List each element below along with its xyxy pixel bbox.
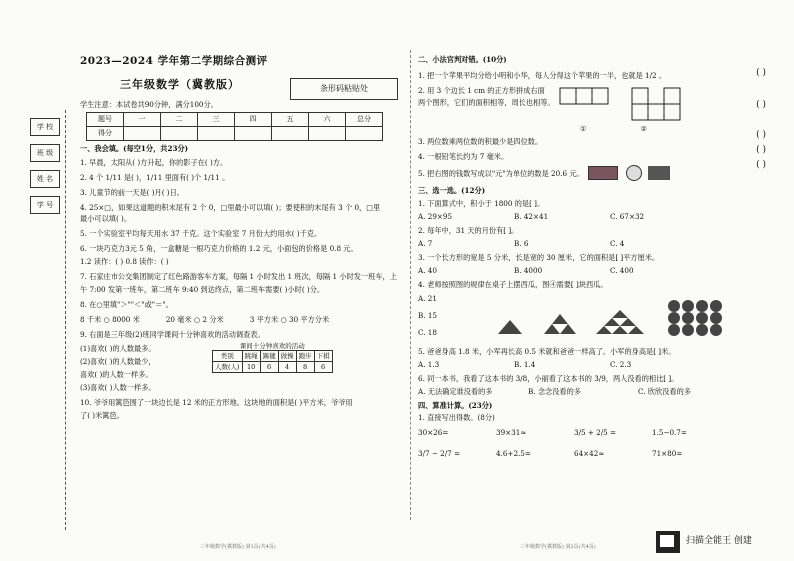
s3-q4-body xyxy=(418,292,753,342)
exam-subject: 三年级数学（冀教版） xyxy=(120,78,240,92)
footer-mid: 三年级数学(冀教版) 第2页(共4页) xyxy=(520,544,596,550)
option: A. 无法确定谁没看的多 xyxy=(418,387,493,396)
score-header-cell: 四 xyxy=(235,112,272,126)
option: A. 40 xyxy=(418,266,437,275)
s1-q7: 7. 石家庄市公交集团制定了红色路游客车方案，每隔 1 小时发出 1 班次，每隔 1 小时发一班车，上 xyxy=(80,271,397,281)
option: B. 42×41 xyxy=(514,212,549,221)
calc-item: 3/7 − 2/7 = xyxy=(418,449,461,458)
option: C. 欣欣没看的多 xyxy=(638,387,691,396)
s1-q9: 9. 右面是三年级(2)班同学课间十分钟喜欢的活动调查表。 xyxy=(80,329,265,339)
s1-q6: 6. 一块巧克力3元 5 角，一盒糖是一根巧克力价格的 1.2 元，小面包的价格是 0.8 元。 xyxy=(80,243,358,253)
section3-heading: 三、选一选。(12分) xyxy=(418,186,486,195)
figure-label-1: ① xyxy=(580,124,587,133)
option: B. 1.4 xyxy=(514,360,536,369)
watermark-text: 扫描全能王 创建 xyxy=(686,536,752,547)
act-header: 下棋 xyxy=(314,351,332,362)
s3-q3: 3. 一个长方形的宽是 5 分米，长是宽的 30 厘米，它的面积是[ ]平方厘米。 xyxy=(418,253,660,262)
s3-q1: 1. 下面算式中，积小于 1800 的是[ ]。 xyxy=(418,199,545,208)
left-column xyxy=(80,55,405,420)
s1-q5: 5. 一个实验室平均每天用水 37 千克。这个实验室 7 月份大约用水( )千克。 xyxy=(80,228,322,238)
s2-q5: 5. 把右图的钱数写成以"元"为单位的数是 20.6 元。 xyxy=(418,168,584,178)
option: C. 4 xyxy=(610,239,625,248)
q9-line: (2)喜欢( )的人数最少， xyxy=(80,356,156,366)
compare-item: 8 千米 ○ 8000 米 xyxy=(80,314,140,324)
score-header-cell: 三 xyxy=(198,112,235,126)
scanner-watermark xyxy=(656,527,794,557)
s2-q5-row xyxy=(418,165,753,181)
answer-bracket[interactable]: ( ) xyxy=(756,68,766,78)
s1-q9-lines xyxy=(80,342,212,392)
right-column xyxy=(418,52,753,458)
option: B. 念念没看的多 xyxy=(528,387,581,396)
score-table xyxy=(86,112,383,141)
page-divider xyxy=(410,50,411,520)
s2-q1: 1. 把一个苹果平均分给小明和小华，每人分得这个苹果的一半，也就是 1/2 。 xyxy=(418,71,667,80)
s2-q3: 3. 两位数乘两位数的积最少是四位数。 xyxy=(418,137,543,146)
score-header-cell: 二 xyxy=(161,112,198,126)
act-header: 类别 xyxy=(213,351,243,362)
s3-q4-opts xyxy=(418,292,478,342)
s3-q5: 5. 爸爸身高 1.8 米，小军再长高 0.5 米就和爸爸一样高了。小军的身高是[ ]米。 xyxy=(418,347,676,356)
act-cell: 6 xyxy=(314,362,332,373)
footer-left: 三年级数学(冀教版) 第1页(共4页) xyxy=(200,544,276,550)
name-label: 姓 名 xyxy=(30,170,60,188)
s2-q4: 4. 一根铅笔长约为 7 毫米。 xyxy=(418,152,509,161)
s1-q4: 4. 25×□，如果这道题的积末尾有 2 个 0，□里最小可以填( )；要使积的末尾有 3 个 0，□里 xyxy=(80,202,381,212)
activity-table xyxy=(212,350,333,373)
score-cell[interactable] xyxy=(198,126,235,140)
score-header-cell: 总分 xyxy=(346,112,383,126)
s1-q8-items xyxy=(80,315,405,324)
score-cell[interactable] xyxy=(161,126,198,140)
answer-bracket[interactable]: ( ) xyxy=(756,145,766,155)
coin-icon xyxy=(626,165,642,181)
coin-note-icon xyxy=(648,166,670,180)
calc-item: 64×42≈ xyxy=(574,449,605,458)
s2-q2: 2. 用 3 个边长 1 cm 的正方形拼成右面 xyxy=(418,86,545,95)
binding-strip xyxy=(22,110,66,530)
calc-item: 3/5 + 2/5 = xyxy=(574,428,617,437)
act-cell: 8 xyxy=(296,362,314,373)
scanner-logo-icon xyxy=(656,531,680,553)
compare-item: 3 平方米 ○ 30 平方分米 xyxy=(249,314,330,324)
option: A. 21 xyxy=(418,294,437,303)
score-header-cell: 五 xyxy=(272,112,309,126)
s3-q6-opts xyxy=(418,387,753,396)
option: B. 4000 xyxy=(514,266,543,275)
option: A. 7 xyxy=(418,239,433,248)
s3-q2: 2. 每年中，31 天的月份有[ ]。 xyxy=(418,226,519,235)
s3-q4: 4. 老师按照图的规律在桌子上摆西瓜，图④需要[ ]块西瓜。 xyxy=(418,280,608,289)
option: C. 67×32 xyxy=(610,212,645,221)
option: A. 1.3 xyxy=(418,360,440,369)
s1-q8: 8. 在○里填"＞""＜"或"＝"。 xyxy=(80,299,173,309)
compare-item: 20 毫米 ○ 2 分米 xyxy=(165,314,224,324)
barcode-area: 条形码粘贴处 xyxy=(290,78,398,100)
s1-q4b: 最小可以填( )。 xyxy=(80,213,132,223)
act-header: 做操 xyxy=(278,351,296,362)
student-number-label: 学 号 xyxy=(30,196,60,214)
score-cell[interactable] xyxy=(235,126,272,140)
figure-label-2: ② xyxy=(640,124,647,133)
exam-title: 2023—2024 学年第二学期综合测评 xyxy=(80,55,268,67)
watermelon-pattern xyxy=(478,292,728,342)
s1-q9-body xyxy=(80,342,405,392)
act-header: 踢毽 xyxy=(260,351,278,362)
score-header-cell: 题号 xyxy=(87,112,124,126)
act-cell: 人数(人) xyxy=(213,362,243,373)
s1-q10b: 了( )米篱笆。 xyxy=(80,410,124,420)
square-figures xyxy=(548,86,698,136)
option: B. 15 xyxy=(418,311,437,320)
option: B. 6 xyxy=(514,239,529,248)
answer-bracket[interactable]: ( ) xyxy=(756,130,766,140)
answer-bracket[interactable]: ( ) xyxy=(756,100,766,110)
section2-heading: 二、小法官判对错。(10分) xyxy=(418,55,507,64)
calc-grid xyxy=(418,428,753,458)
act-header: 跳绳 xyxy=(242,351,260,362)
s3-q3-opts xyxy=(418,266,753,275)
s1-q1: 1. 早晨，太阳从( )方升起，你的影子在( )方。 xyxy=(80,157,228,167)
calc-item: 30×26= xyxy=(418,428,449,437)
q9-line: 喜欢( )的人数一样多。 xyxy=(80,369,153,379)
option: C. 2.3 xyxy=(610,360,632,369)
s3-q5-opts xyxy=(418,360,753,369)
score-cell[interactable] xyxy=(309,126,346,140)
act-cell: 4 xyxy=(278,362,296,373)
score-cell[interactable] xyxy=(272,126,309,140)
score-cell[interactable] xyxy=(124,126,161,140)
s1-q2: 2. 4 个 1/11 是( )，1/11 里面有( )个 1/11 。 xyxy=(80,172,230,182)
s1-q7b: 午 7:00 发第一班车，第二班车 9:40 到达终点，第二班车需要( )小时( )分。 xyxy=(80,284,325,294)
s3-q1-opts xyxy=(418,212,753,221)
calc-item: 39×31≈ xyxy=(496,428,527,437)
calc-item: 1.5−0.7= xyxy=(652,428,687,437)
banknote-icon xyxy=(588,166,618,180)
act-header: 跑步 xyxy=(296,351,314,362)
class-label: 班 级 xyxy=(30,144,60,162)
section4-heading: 四、算准计算。(23分) xyxy=(418,401,493,410)
s1-q6b: 1.2 读作：( ) 0.8 读作：( ) xyxy=(80,256,169,266)
score-cell[interactable] xyxy=(346,126,383,140)
calc-item: 4.6+2.5= xyxy=(496,449,531,458)
score-row-label: 得分 xyxy=(87,126,124,140)
s2-q2b: 两个图形，它们的面积相等，周长也相等。 xyxy=(418,98,555,107)
exam-instructions: 学生注意：本试卷共90分钟，满分100分。 xyxy=(80,99,218,109)
s3-q6: 6. 同一本书，我看了这本书的 3/8，小丽看了这本书的 3/9，两人没看的相比[ ]。 xyxy=(418,374,679,383)
score-header-cell: 六 xyxy=(309,112,346,126)
answer-bracket[interactable]: ( ) xyxy=(756,160,766,170)
score-header-cell: 一 xyxy=(124,112,161,126)
act-cell: 6 xyxy=(260,362,278,373)
school-label: 学 校 xyxy=(30,118,60,136)
s1-q10: 10. 爷爷用篱笆围了一块边长是 12 米的正方形地。这块地的面积是( )平方米，爷爷用 xyxy=(80,397,353,407)
s3-q2-opts xyxy=(418,239,753,248)
calc-item: 71×80= xyxy=(652,449,683,458)
s4-sub: 1. 直接写出得数。(8分) xyxy=(418,413,495,422)
s2-q2-text xyxy=(418,86,555,136)
section1-heading: 一、我会填。(每空1分，共23分) xyxy=(80,143,189,153)
activity-table-wrap xyxy=(212,342,333,392)
q9-line: (1)喜欢( )的人数最多。 xyxy=(80,343,156,353)
option: A. 29×95 xyxy=(418,212,453,221)
act-cell: 10 xyxy=(242,362,260,373)
s1-q3: 3. 儿童节的前一天是( )月( )日。 xyxy=(80,187,184,197)
q9-line: (3)喜欢( )人数一样多。 xyxy=(80,382,156,392)
option: C. 400 xyxy=(610,266,634,275)
activity-table-title: 课间十分钟喜欢的活动 xyxy=(239,341,305,350)
option: C. 18 xyxy=(418,328,437,337)
